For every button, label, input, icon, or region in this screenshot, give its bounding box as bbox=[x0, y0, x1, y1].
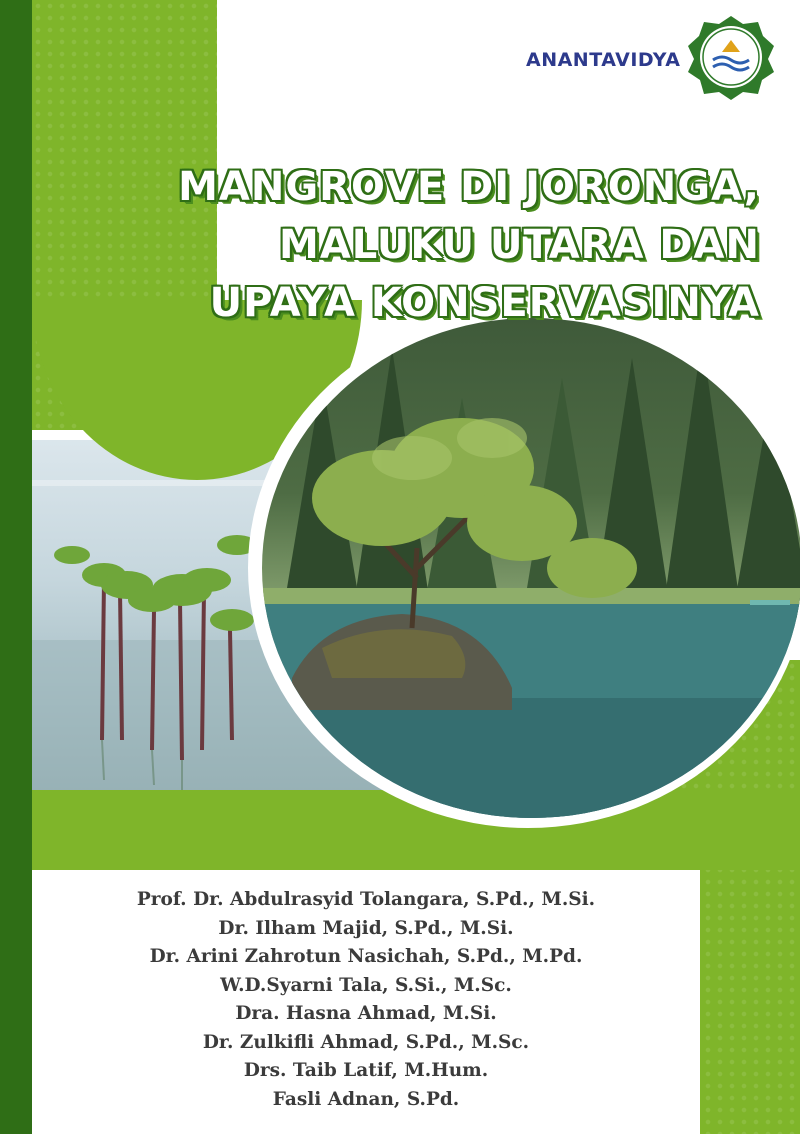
publisher-name: ANANTAVIDYA bbox=[526, 49, 681, 71]
author-name: Dr. Zulkifli Ahmad, S.Pd., M.Sc. bbox=[202, 1031, 530, 1053]
book-title bbox=[178, 158, 760, 332]
author-list bbox=[32, 886, 700, 1114]
author-name: Prof. Dr. Abdulrasyid Tolangara, S.Pd., M.Si. bbox=[136, 889, 596, 910]
author-name: Fasli Adnan, S.Pd. bbox=[272, 1088, 460, 1110]
university-seal-icon bbox=[688, 14, 774, 100]
title-line: MALUKU UTARA DAN bbox=[279, 222, 760, 268]
lake-island-tree-photo bbox=[262, 318, 800, 818]
title-line: UPAYA KONSERVASINYA bbox=[209, 280, 760, 326]
left-dark-stripe bbox=[0, 0, 32, 1134]
author-name: W.D.Syarni Tala, S.Si., M.Sc. bbox=[220, 974, 512, 996]
author-name: Dra. Hasna Ahmad, M.Si. bbox=[235, 1003, 497, 1024]
author-name: Dr. Arini Zahrotun Nasichah, S.Pd., M.Pd. bbox=[149, 946, 583, 967]
author-name: Drs. Taib Latif, M.Hum. bbox=[243, 1060, 489, 1081]
title-line: MANGROVE DI JORONGA, bbox=[178, 164, 760, 210]
publisher-logo bbox=[526, 49, 680, 71]
author-name: Dr. Ilham Majid, S.Pd., M.Si. bbox=[218, 917, 514, 939]
